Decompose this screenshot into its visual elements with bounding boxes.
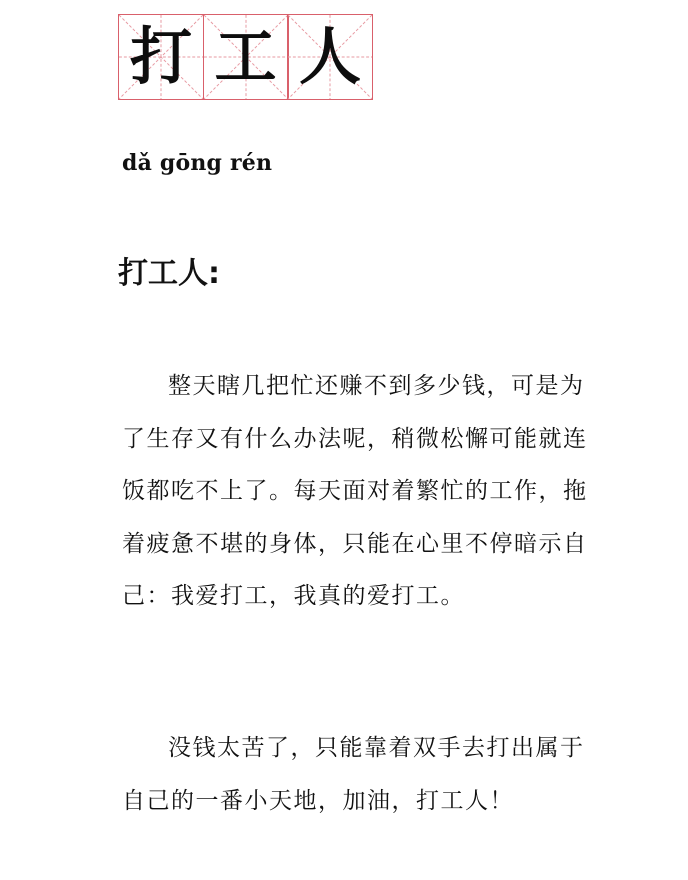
definition-paragraph: 整天瞎几把忙还赚不到多少钱，可是为了生存又有什么办法呢，稍微松懈可能就连饭都吃不上了。每天面对着繁忙的工作，拖着疲惫不堪的身体，只能在心里不停暗示自己：我爱打工，我真的爱打工。 [122,373,588,610]
headword-character: 工 [214,20,277,93]
headword-character: 人 [298,20,361,93]
character-cell [203,14,289,100]
character-grid [118,14,372,100]
pinyin-romanization: dǎ gōng rén [122,150,273,176]
definition-heading: 打工人: [118,256,220,291]
headword-character: 打 [129,20,192,93]
character-cell [118,14,204,100]
character-cell [287,14,373,100]
definition-paragraph: 没钱太苦了，只能靠着双手去打出属于自己的一番小天地，加油，打工人！ [122,735,585,814]
